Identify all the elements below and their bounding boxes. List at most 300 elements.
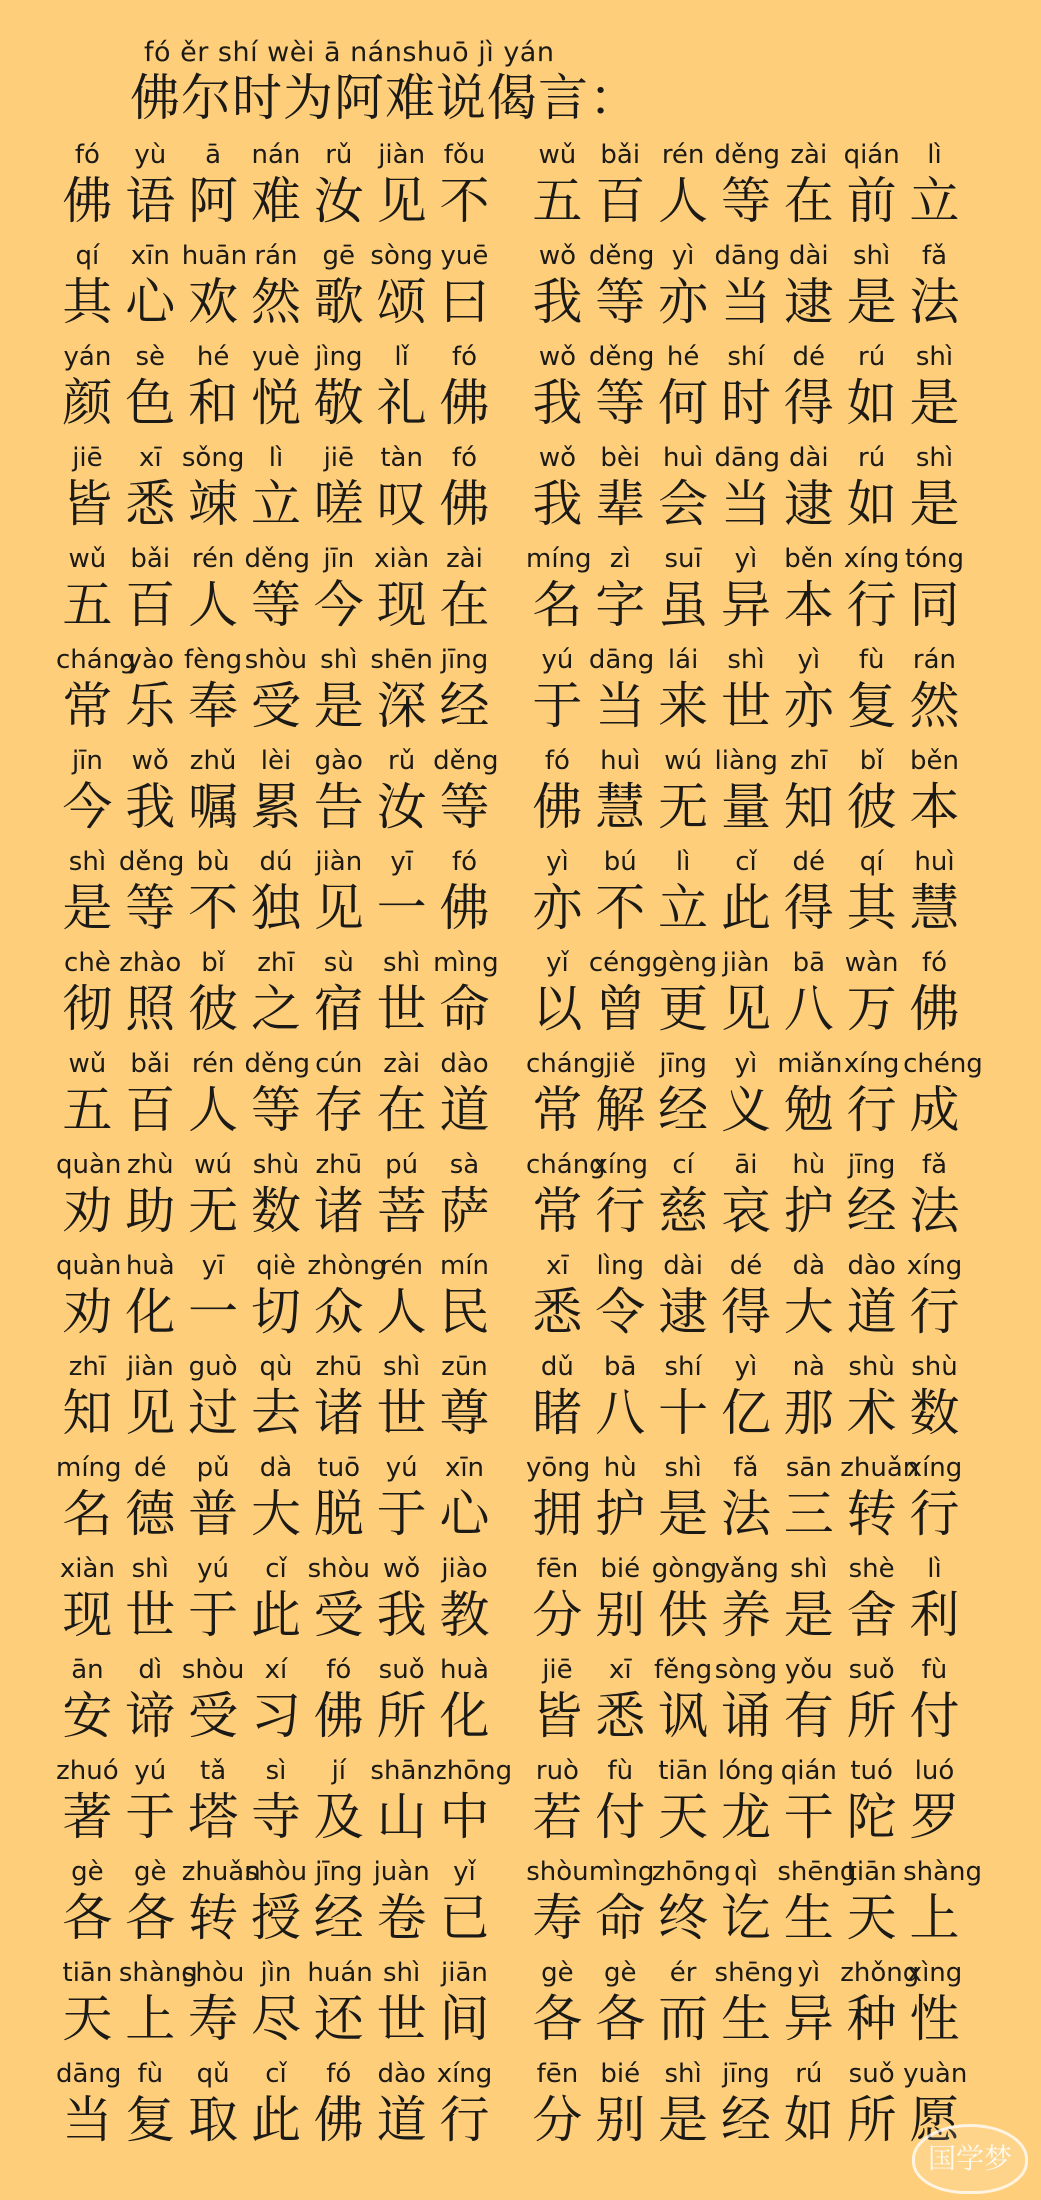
- pinyin-row: [56, 342, 496, 372]
- pinyin-syllable: fó: [544, 746, 570, 776]
- pinyin-syllable: xíng: [436, 2059, 493, 2089]
- pinyin-syllable: qí: [859, 847, 884, 877]
- verse-line: [526, 1049, 983, 1150]
- pinyin-syllable: hé: [666, 342, 700, 372]
- hanzi-character: 常: [532, 1081, 583, 1139]
- pinyin-syllable: lì: [927, 1554, 942, 1584]
- verse-line: [56, 241, 496, 342]
- pinyin-row: [56, 1857, 496, 1887]
- hanzi-character: 寺: [250, 1788, 301, 1846]
- hanzi-character: 知: [783, 778, 834, 836]
- pinyin-syllable: rǔ: [388, 746, 416, 776]
- pinyin-syllable: lèi: [260, 746, 292, 776]
- hanzi-character: 法: [909, 273, 960, 331]
- pinyin-syllable: shì: [664, 2059, 702, 2089]
- hanzi-character: 如: [846, 374, 897, 432]
- pinyin-row: [56, 2059, 496, 2089]
- hanzi-character: 于: [376, 1485, 427, 1543]
- hanzi-character: 悉: [532, 1283, 583, 1341]
- hanzi-character: 中: [439, 1788, 490, 1846]
- pinyin-syllable: dé: [729, 1251, 763, 1281]
- hanzi-character: 尊: [439, 1384, 490, 1442]
- pinyin-syllable: yú: [385, 1453, 418, 1483]
- hanzi-character: 八: [783, 980, 834, 1038]
- pinyin-syllable: sǒng: [181, 443, 245, 473]
- hanzi-character: 受: [250, 677, 301, 735]
- pinyin-syllable: dāng: [56, 2059, 122, 2089]
- pinyin-syllable: jiě: [605, 1049, 636, 1079]
- verse-line: [56, 140, 496, 241]
- hanzi-character: 取: [188, 2091, 239, 2149]
- hanzi-character: 性: [909, 1990, 960, 2048]
- pinyin-row: [526, 645, 966, 675]
- hanzi-character: 谛: [125, 1687, 176, 1745]
- pinyin-syllable: zhuó: [56, 1756, 119, 1786]
- hanzi-character: 令: [595, 1283, 646, 1341]
- hanzi-character: 分: [532, 1586, 583, 1644]
- pinyin-row: [56, 948, 499, 978]
- hanzi-character: 佛: [313, 2091, 364, 2149]
- pinyin-syllable: zài: [446, 544, 483, 574]
- hanzi-character: 等: [439, 778, 490, 836]
- hanzi-row: [56, 1079, 496, 1141]
- pinyin-syllable: bèi: [600, 443, 641, 473]
- hanzi-character: 彼: [846, 778, 897, 836]
- pinyin-syllable: děng: [118, 847, 185, 877]
- hanzi-character: 在: [376, 1081, 427, 1139]
- hanzi-character: 山: [376, 1788, 427, 1846]
- hanzi-character: 经: [313, 1889, 364, 1947]
- pinyin-syllable: cǐ: [265, 2059, 287, 2089]
- hanzi-character: 难: [250, 172, 301, 230]
- pinyin-syllable: bā: [604, 1352, 637, 1382]
- hanzi-character: 我: [532, 374, 583, 432]
- pinyin-syllable: fěng: [654, 1655, 713, 1685]
- hanzi-character: 大: [783, 1283, 834, 1341]
- hanzi-character: 教: [439, 1586, 490, 1644]
- hanzi-character: 嘱: [188, 778, 239, 836]
- pinyin-syllable: wàn: [844, 948, 899, 978]
- hanzi-character: 立: [658, 879, 709, 937]
- hanzi-character: 转: [846, 1485, 897, 1543]
- pinyin-syllable: rén: [661, 140, 705, 170]
- pinyin-syllable: dài: [788, 241, 829, 271]
- hanzi-character: 本: [909, 778, 960, 836]
- pinyin-syllable: jí: [331, 1756, 347, 1786]
- pinyin-syllable: yú: [197, 1554, 230, 1584]
- hanzi-character: 世: [376, 1990, 427, 2048]
- hanzi-character: 会: [658, 475, 709, 533]
- hanzi-character: 天: [658, 1788, 709, 1846]
- verse-line: [56, 1958, 496, 2059]
- verse-line: [56, 1150, 496, 1251]
- pinyin-syllable: yì: [734, 1352, 758, 1382]
- pinyin-syllable: sòng: [714, 1655, 778, 1685]
- hanzi-character: 无: [188, 1182, 239, 1240]
- pinyin-syllable: dāng: [714, 241, 780, 271]
- pinyin-syllable: yōng: [526, 1453, 591, 1483]
- pinyin-syllable: běn: [909, 746, 959, 776]
- hanzi-character: 陀: [846, 1788, 897, 1846]
- hanzi-character: 终: [658, 1889, 709, 1947]
- pinyin-row: [56, 241, 496, 271]
- hanzi-character: 常: [532, 1182, 583, 1240]
- title-pinyin: fó ěr shí wèi ā nánshuō jì yán: [144, 37, 555, 68]
- pinyin-syllable: shì: [383, 1958, 421, 1988]
- hanzi-character: 今: [62, 778, 113, 836]
- pinyin-syllable: qián: [780, 1756, 837, 1786]
- pinyin-syllable: shì: [915, 443, 954, 473]
- pinyin-syllable: fēn: [536, 1554, 579, 1584]
- hanzi-character: 是: [62, 879, 113, 937]
- pinyin-syllable: ān: [71, 1655, 104, 1685]
- watermark-seal: [912, 2124, 1028, 2194]
- pinyin-syllable: hù: [792, 1150, 826, 1180]
- pinyin-syllable: wǔ: [538, 140, 577, 170]
- pinyin-syllable: shì: [383, 948, 421, 978]
- pinyin-row: [526, 1251, 966, 1281]
- pinyin-syllable: yì: [671, 241, 695, 271]
- hanzi-character: 立: [250, 475, 301, 533]
- hanzi-character: 供: [658, 1586, 709, 1644]
- hanzi-character: 我: [376, 1586, 427, 1644]
- pinyin-syllable: tuó: [850, 1756, 893, 1786]
- hanzi-character: 脱: [313, 1485, 364, 1543]
- pinyin-syllable: lóng: [717, 1756, 775, 1786]
- verse-line: [56, 2059, 496, 2160]
- hanzi-character: 佛: [439, 374, 490, 432]
- hanzi-character: 百: [595, 172, 646, 230]
- pinyin-syllable: shì: [383, 1352, 421, 1382]
- pinyin-syllable: xīn: [130, 241, 170, 271]
- pinyin-row: [56, 140, 496, 170]
- hanzi-character: 尽: [250, 1990, 301, 2048]
- pinyin-syllable: cháng: [56, 645, 136, 675]
- pinyin-syllable: shòu: [526, 1857, 589, 1887]
- pinyin-syllable: quàn: [56, 1150, 122, 1180]
- pinyin-syllable: shān: [370, 1756, 433, 1786]
- hanzi-row: [56, 372, 496, 434]
- verse-line: [526, 1857, 983, 1958]
- hanzi-character: 普: [188, 1485, 239, 1543]
- hanzi-character: 讽: [658, 1687, 709, 1745]
- hanzi-character: 人: [376, 1283, 427, 1341]
- hanzi-character: 经: [846, 1182, 897, 1240]
- hanzi-character: 曾: [595, 980, 646, 1038]
- hanzi-character: 万: [846, 980, 897, 1038]
- hanzi-character: 于: [125, 1788, 176, 1846]
- pinyin-syllable: tiān: [658, 1756, 709, 1786]
- pinyin-syllable: shì: [727, 645, 765, 675]
- pinyin-syllable: huán: [307, 1958, 373, 1988]
- hanzi-character: 亦: [783, 677, 834, 735]
- pinyin-syllable: suǒ: [378, 1655, 425, 1685]
- pinyin-row: [526, 1049, 983, 1079]
- pinyin-syllable: běn: [784, 544, 834, 574]
- pinyin-syllable: rú: [858, 342, 886, 372]
- hanzi-character: 各: [532, 1990, 583, 2048]
- verse-line: [526, 1453, 966, 1554]
- hanzi-character: 得: [783, 879, 834, 937]
- hanzi-character: 当: [595, 677, 646, 735]
- hanzi-row: [526, 1079, 966, 1141]
- pinyin-syllable: qián: [843, 140, 900, 170]
- pinyin-syllable: cháng: [526, 1150, 606, 1180]
- hanzi-character: 乐: [125, 677, 176, 735]
- pinyin-syllable: liàng: [714, 746, 778, 776]
- hanzi-character: 竦: [188, 475, 239, 533]
- hanzi-character: 知: [62, 1384, 113, 1442]
- pinyin-syllable: jìng: [315, 342, 363, 372]
- hanzi-character: 五: [62, 1081, 113, 1139]
- pinyin-syllable: xī: [138, 443, 162, 473]
- pinyin-syllable: yì: [734, 1049, 758, 1079]
- pinyin-syllable: zài: [790, 140, 828, 170]
- hanzi-character: 来: [658, 677, 709, 735]
- hanzi-character: 菩: [376, 1182, 427, 1240]
- hanzi-character: 讫: [720, 1889, 771, 1947]
- pinyin-syllable: děng: [588, 342, 655, 372]
- hanzi-character: 付: [595, 1788, 646, 1846]
- verse-line: [56, 1756, 513, 1857]
- pinyin-syllable: wǒ: [538, 342, 576, 372]
- pinyin-syllable: sè: [135, 342, 166, 372]
- hanzi-character: 世: [376, 1384, 427, 1442]
- pinyin-syllable: wǔ: [68, 1049, 107, 1079]
- hanzi-character: 不: [188, 879, 239, 937]
- pinyin-syllable: bié: [600, 1554, 641, 1584]
- right-column: [526, 140, 983, 2160]
- pinyin-syllable: yú: [134, 1756, 167, 1786]
- hanzi-character: 三: [783, 1485, 834, 1543]
- pinyin-syllable: wǒ: [383, 1554, 421, 1584]
- pinyin-syllable: cún: [315, 1049, 363, 1079]
- pinyin-syllable: huān: [181, 241, 248, 271]
- hanzi-character: 慈: [658, 1182, 709, 1240]
- pinyin-syllable: yī: [201, 1251, 225, 1281]
- pinyin-syllable: qiè: [256, 1251, 296, 1281]
- hanzi-character: 天: [846, 1889, 897, 1947]
- pinyin-syllable: cǐ: [735, 847, 757, 877]
- pinyin-syllable: fǎ: [921, 241, 948, 271]
- hanzi-character: 异: [720, 576, 771, 634]
- hanzi-character: 寿: [532, 1889, 583, 1947]
- pinyin-syllable: dǔ: [540, 1352, 574, 1382]
- hanzi-character: 大: [250, 1485, 301, 1543]
- hanzi-character: 经: [658, 1081, 709, 1139]
- pinyin-syllable: shàng: [903, 1857, 983, 1887]
- pinyin-syllable: huì: [600, 746, 641, 776]
- hanzi-character: 成: [909, 1081, 960, 1139]
- pinyin-syllable: gè: [604, 1958, 637, 1988]
- hanzi-character: 之: [250, 980, 301, 1038]
- pinyin-row: [56, 1352, 496, 1382]
- pinyin-syllable: yuē: [440, 241, 489, 271]
- hanzi-character: 上: [125, 1990, 176, 2048]
- pinyin-syllable: dāng: [588, 645, 655, 675]
- hanzi-character: 和: [188, 374, 239, 432]
- hanzi-character: 等: [595, 273, 646, 331]
- hanzi-character: 上: [909, 1889, 960, 1947]
- pinyin-syllable: dà: [792, 1251, 826, 1281]
- hanzi-character: 道: [846, 1283, 897, 1341]
- hanzi-row: [526, 271, 966, 333]
- pinyin-syllable: shòu: [181, 1655, 245, 1685]
- pinyin-syllable: xìng: [906, 1958, 963, 1988]
- pinyin-syllable: jīn: [323, 544, 355, 574]
- pinyin-row: [526, 140, 966, 170]
- hanzi-character: 转: [188, 1889, 239, 1947]
- hanzi-row: [56, 170, 496, 232]
- title-hanzi: 佛尔时为阿难说偈言：: [130, 69, 640, 127]
- hanzi-character: 睹: [532, 1384, 583, 1442]
- hanzi-row: [56, 2089, 496, 2151]
- hanzi-row: [526, 2089, 966, 2151]
- pinyin-syllable: shù: [848, 1352, 895, 1382]
- pinyin-syllable: cí: [672, 1150, 694, 1180]
- pinyin-syllable: āi: [734, 1150, 758, 1180]
- hanzi-character: 等: [250, 576, 301, 634]
- hanzi-character: 悉: [125, 475, 176, 533]
- pinyin-row: [526, 1857, 983, 1887]
- pinyin-row: [56, 1251, 496, 1281]
- pinyin-syllable: dài: [788, 443, 829, 473]
- hanzi-character: 塔: [188, 1788, 239, 1846]
- pinyin-syllable: gòng: [651, 1554, 718, 1584]
- hanzi-character: 然: [250, 273, 301, 331]
- pinyin-row: [56, 544, 496, 574]
- pinyin-syllable: cháng: [526, 1049, 606, 1079]
- hanzi-character: 人: [658, 172, 709, 230]
- hanzi-row: [526, 1786, 966, 1848]
- hanzi-character: 法: [909, 1182, 960, 1240]
- pinyin-syllable: lì: [268, 443, 284, 473]
- pinyin-syllable: suǒ: [848, 1655, 895, 1685]
- pinyin-syllable: jīng: [722, 2059, 770, 2089]
- pinyin-syllable: sòng: [370, 241, 433, 271]
- pinyin-syllable: bǎi: [600, 140, 641, 170]
- pinyin-syllable: gè: [134, 1857, 167, 1887]
- hanzi-row: [56, 1180, 496, 1242]
- pinyin-syllable: shēn: [370, 645, 433, 675]
- pinyin-syllable: bǎi: [130, 544, 171, 574]
- hanzi-character: 颜: [62, 374, 113, 432]
- hanzi-character: 十: [658, 1384, 709, 1442]
- hanzi-character: 其: [846, 879, 897, 937]
- hanzi-character: 受: [313, 1586, 364, 1644]
- pinyin-row: [56, 645, 496, 675]
- pinyin-row: [526, 1150, 966, 1180]
- hanzi-row: [56, 1988, 496, 2050]
- pinyin-syllable: shì: [131, 1554, 169, 1584]
- hanzi-character: 众: [313, 1283, 364, 1341]
- verse-line: [526, 241, 966, 342]
- pinyin-syllable: zài: [383, 1049, 421, 1079]
- verse-line: [56, 645, 496, 746]
- hanzi-character: 我: [532, 273, 583, 331]
- pinyin-syllable: dài: [663, 1251, 703, 1281]
- pinyin-syllable: tiān: [62, 1958, 113, 1988]
- hanzi-row: [526, 1180, 966, 1242]
- hanzi-character: 汝: [376, 778, 427, 836]
- hanzi-row: [56, 1483, 496, 1545]
- pinyin-syllable: rén: [380, 1251, 423, 1281]
- pinyin-syllable: céng: [588, 948, 653, 978]
- pinyin-syllable: lì: [927, 140, 942, 170]
- pinyin-syllable: huà: [125, 1251, 175, 1281]
- pinyin-row: [56, 1453, 496, 1483]
- pinyin-syllable: jīng: [659, 1049, 707, 1079]
- hanzi-character: 劝: [62, 1182, 113, 1240]
- hanzi-character: 不: [595, 879, 646, 937]
- hanzi-row: [526, 372, 966, 434]
- hanzi-character: 劝: [62, 1283, 113, 1341]
- pinyin-syllable: chè: [64, 948, 111, 978]
- pinyin-syllable: děng: [714, 140, 781, 170]
- hanzi-character: 助: [125, 1182, 176, 1240]
- hanzi-character: 命: [595, 1889, 646, 1947]
- hanzi-character: 去: [250, 1384, 301, 1442]
- hanzi-character: 愿: [909, 2091, 960, 2149]
- hanzi-character: 本: [783, 576, 834, 634]
- hanzi-character: 深: [376, 677, 427, 735]
- hanzi-character: 行: [846, 1081, 897, 1139]
- hanzi-character: 见: [376, 172, 427, 230]
- hanzi-row: [526, 1483, 966, 1545]
- hanzi-character: 过: [188, 1384, 239, 1442]
- pinyin-syllable: shòu: [244, 1857, 308, 1887]
- hanzi-character: 慧: [909, 879, 960, 937]
- hanzi-character: 是: [846, 273, 897, 331]
- hanzi-character: 哀: [720, 1182, 771, 1240]
- pinyin-syllable: xí: [264, 1655, 288, 1685]
- pinyin-syllable: juàn: [373, 1857, 430, 1887]
- pinyin-syllable: jiàn: [126, 1352, 174, 1382]
- pinyin-row: [526, 746, 966, 776]
- pinyin-syllable: yuè: [252, 342, 300, 372]
- pinyin-syllable: xī: [608, 1655, 632, 1685]
- hanzi-character: 字: [595, 576, 646, 634]
- hanzi-character: 已: [439, 1889, 490, 1947]
- pinyin-syllable: rén: [191, 1049, 235, 1079]
- pinyin-syllable: dú: [259, 847, 293, 877]
- hanzi-character: 得: [783, 374, 834, 432]
- pinyin-syllable: bā: [792, 948, 826, 978]
- pinyin-syllable: shè: [848, 1554, 895, 1584]
- hanzi-row: [56, 877, 496, 939]
- hanzi-character: 干: [783, 1788, 834, 1846]
- hanzi-row: [526, 675, 966, 737]
- pinyin-syllable: guò: [188, 1352, 238, 1382]
- pinyin-syllable: suǒ: [848, 2059, 895, 2089]
- pinyin-syllable: zhào: [119, 948, 182, 978]
- pinyin-syllable: dé: [792, 342, 826, 372]
- hanzi-character: 术: [846, 1384, 897, 1442]
- pinyin-syllable: zhòng: [307, 1251, 387, 1281]
- pinyin-syllable: jīn: [71, 746, 103, 776]
- pinyin-syllable: rén: [191, 544, 235, 574]
- pinyin-syllable: tǎ: [200, 1756, 227, 1786]
- hanzi-character: 各: [595, 1990, 646, 2048]
- hanzi-character: 宿: [313, 980, 364, 1038]
- hanzi-character: 各: [125, 1889, 176, 1947]
- hanzi-character: 名: [532, 576, 583, 634]
- hanzi-character: 世: [720, 677, 771, 735]
- verse-line: [56, 847, 496, 948]
- hanzi-character: 逮: [783, 273, 834, 331]
- pinyin-syllable: jiào: [441, 1554, 488, 1584]
- pinyin-syllable: shì: [853, 241, 891, 271]
